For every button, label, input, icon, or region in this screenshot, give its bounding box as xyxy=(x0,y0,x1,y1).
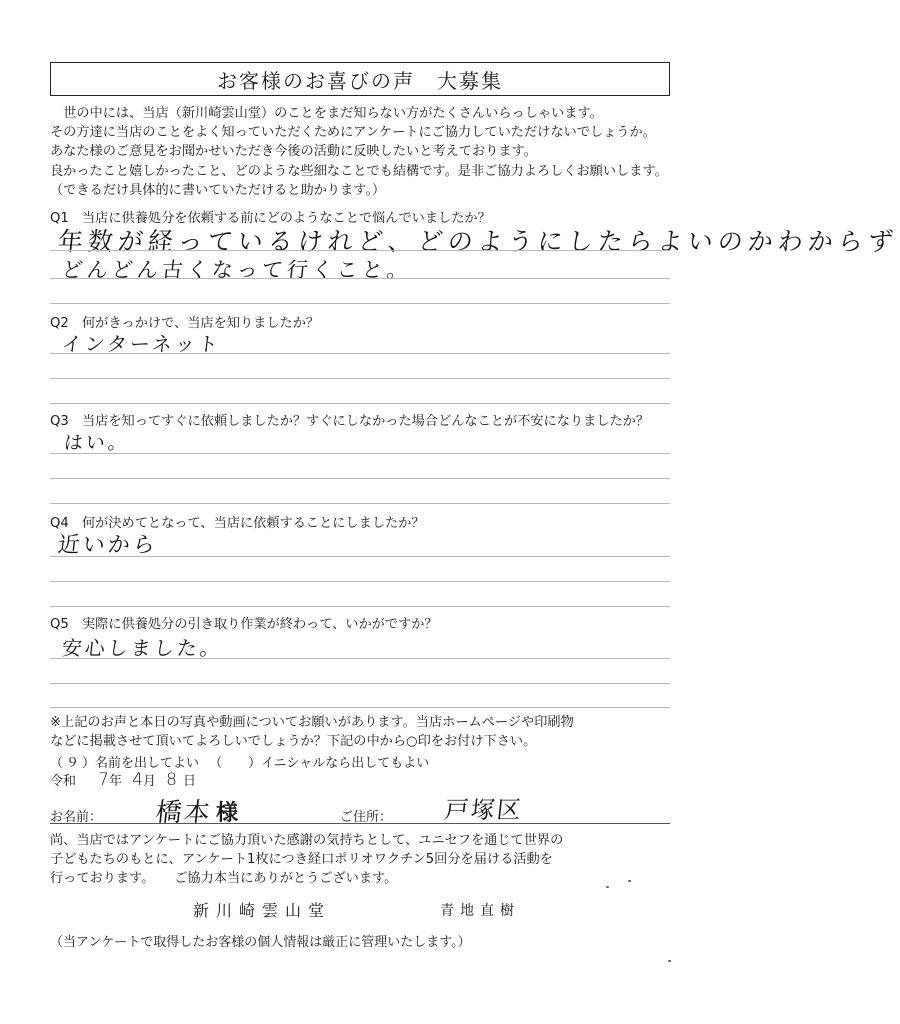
answer-rule xyxy=(50,707,670,708)
representative-name: 青地直樹 xyxy=(440,903,520,919)
customer-row xyxy=(50,798,670,826)
intro-text xyxy=(50,104,690,200)
option-paren: （ xyxy=(50,756,64,771)
answer-rule xyxy=(50,403,670,404)
date-day: 8 xyxy=(166,770,177,790)
customer-honorific: 様 xyxy=(216,801,239,826)
answer-1-line-1: 年数が経っているけれど、どのようにしたらよいのかわからず xyxy=(56,227,900,256)
consent-options xyxy=(50,752,429,771)
answer-5-line-1: 安心しました。 xyxy=(60,636,225,660)
date-day-unit: 日 xyxy=(182,774,196,789)
privacy-note: （当アンケートで取得したお客様の個人情報は厳正に管理いたします。） xyxy=(50,935,471,950)
option-paren: （ ） xyxy=(209,756,262,771)
answer-rule xyxy=(50,453,670,454)
name-ok-option: 名前を出してよい xyxy=(95,756,200,771)
initial-ok-option: イニシャルなら出してもよい xyxy=(261,756,430,771)
date-year: 7 xyxy=(98,770,109,790)
notice-line: などに掲載させて頂いてよろしいでしょうか？下記の中から○印をお付け下さい。 xyxy=(50,734,537,749)
answer-rule xyxy=(50,606,670,607)
answer-rule xyxy=(50,503,670,504)
closing-line: 行っております。 ご協力本当にありがとうございます。 xyxy=(50,871,398,886)
scan-speck xyxy=(606,886,609,888)
answer-rule xyxy=(50,581,670,582)
question-5-label: Q5 実際に供養処分の引き取り作業が終わって、いかがですか？ xyxy=(50,617,438,632)
signature-line xyxy=(50,823,670,824)
answer-rule xyxy=(50,378,670,379)
closing-text xyxy=(50,831,700,888)
name-label: お名前： xyxy=(50,810,103,825)
survey-date xyxy=(50,770,196,790)
date-month-unit: 月 xyxy=(142,774,156,789)
answer-rule xyxy=(50,556,670,557)
date-era: 令和 xyxy=(50,774,77,789)
customer-address: 戸塚区 xyxy=(443,796,525,824)
question-1-label: Q1 当店に供養処分を依頼する前にどのようなことで悩んでいましたか？ xyxy=(50,211,491,226)
date-year-unit: 年 xyxy=(108,774,122,789)
intro-line: あなた様のご意見をお聞かせいただき今後の活動に反映したいと考えております。 xyxy=(50,144,537,160)
answer-rule xyxy=(50,250,670,251)
address-label: ご住所： xyxy=(340,810,393,825)
company-name: 新川崎雲山堂 xyxy=(193,901,332,920)
scan-speck xyxy=(668,960,671,962)
consent-notice xyxy=(50,713,700,751)
answer-rule xyxy=(50,658,670,659)
closing-line: 子どもたちのもとに、アンケート1枚につき経口ポリオワクチン5回分を届ける活動を xyxy=(50,852,553,867)
closing-line: 尚、当店ではアンケートにご協力頂いた感謝の気持ちとして、ユニセフを通じて世界の xyxy=(50,833,564,848)
answer-rule xyxy=(50,478,670,479)
name-ok-mark: ９ xyxy=(66,756,80,771)
question-2-label: Q2 何がきっかけで、当店を知りましたか？ xyxy=(50,316,320,331)
answer-rule xyxy=(50,278,670,279)
question-4-label: Q4 何が決めてとなって、当店に依頼することにしましたか？ xyxy=(50,516,425,531)
option-paren: ） xyxy=(82,756,96,771)
intro-line: 世の中には、当店（新川崎雲山堂）のことをまだ知らない方がたくさんいらっしゃいます。 xyxy=(50,106,603,121)
survey-title: お客様のお喜びの声 大募集 xyxy=(50,62,670,96)
intro-line: （できるだけ具体的に書いていただけると助かります。） xyxy=(50,182,386,198)
customer-name: 橋本 xyxy=(154,798,214,828)
intro-line: 良かったこと嬉しかったこと、どのような些細なことでも結構です。是非ご協力よろしくお願いします。 xyxy=(50,163,668,179)
scan-speck xyxy=(628,880,631,882)
notice-line: ※上記のお声と本日の写真や動画についてお願いがあります。当店ホームページや印刷物 xyxy=(50,715,574,730)
answer-3-line-1: はい。 xyxy=(62,432,132,454)
answer-2-line-1: インターネット xyxy=(60,332,223,356)
answer-rule xyxy=(50,353,670,354)
answer-rule xyxy=(50,303,670,304)
answer-4-line-1: 近いから xyxy=(56,533,160,558)
answer-rule xyxy=(50,683,670,684)
intro-line: その方達に当店のことをよく知っていただくためにアンケートにご協力していただけないでしょうか。 xyxy=(50,125,656,141)
date-month: 4 xyxy=(132,770,143,790)
answer-1-line-2: どんどん古くなって行くこと。 xyxy=(60,258,414,282)
question-3-label: Q3 当店を知ってすぐに依頼しましたか？すぐにしなかった場合どんなことが不安になりましたか？ xyxy=(50,414,650,429)
